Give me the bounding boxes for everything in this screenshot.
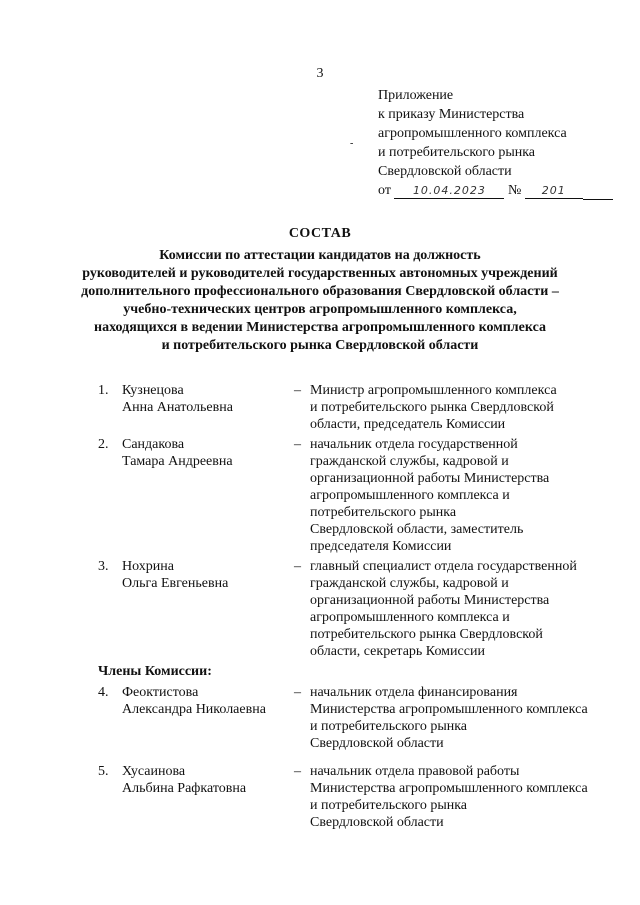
role-line: начальник отдела финансирования <box>310 685 518 700</box>
role-line: организационной работы Министерства <box>310 593 550 608</box>
title-line: находящихся в ведении Министерства агропромышленного комплекса <box>94 320 546 335</box>
dash: – <box>294 764 301 779</box>
page-number: 3 <box>316 66 324 81</box>
role-line: потребительского рынка Свердловской <box>310 627 543 642</box>
role-line: гражданской службы, кадровой и <box>310 576 509 591</box>
handwritten-date: 10.04.2023 <box>394 183 504 199</box>
title-line: дополнительного профессионального образования Свердловской области – <box>81 284 559 299</box>
role-line: председателя Комиссии <box>310 539 452 554</box>
member-number: 4. <box>98 685 109 700</box>
title-line: учебно-технических центров агропромышленного комплекса, <box>123 302 517 317</box>
role-line: Министерства агропромышленного комплекса <box>310 781 588 796</box>
role-line: Свердловской области, заместитель <box>310 522 524 537</box>
role-line: агропромышленного комплекса и <box>310 488 510 503</box>
section-label-members: Члены Комиссии: <box>98 664 212 679</box>
annex-header <box>378 86 613 200</box>
role-line: главный специалист отдела государственной <box>310 559 577 574</box>
member-role <box>310 436 610 555</box>
member-name <box>122 763 294 831</box>
member-number: 1. <box>98 383 109 398</box>
title-line: Комиссии по аттестации кандидатов на должность <box>159 248 481 263</box>
member-row <box>98 558 618 660</box>
given-name: Анна Анатольевна <box>122 400 233 415</box>
given-name: Тамара Андреевна <box>122 454 233 469</box>
role-line: агропромышленного комплекса и <box>310 610 510 625</box>
annex-line: Приложение <box>378 88 454 103</box>
member-number: 3. <box>98 559 109 574</box>
surname: Хусаинова <box>122 764 186 779</box>
member-name <box>122 558 294 660</box>
member-number: 5. <box>98 764 109 779</box>
role-line: Министерства агропромышленного комплекса <box>310 702 588 717</box>
role-line: области, председатель Комиссии <box>310 417 506 432</box>
role-line: организационной работы Министерства <box>310 471 550 486</box>
order-date-number <box>378 181 613 200</box>
role-line: и потребительского рынка Свердловской <box>310 400 554 415</box>
surname: Феоктистова <box>122 685 199 700</box>
annex-line: Свердловской области <box>378 164 512 179</box>
member-row <box>98 382 618 433</box>
handwritten-number: 201 <box>525 183 583 199</box>
member-name <box>122 436 294 555</box>
dash: – <box>294 685 301 700</box>
title-line: руководителей и руководителей государственных автономных учреждений <box>82 266 558 281</box>
member-row <box>98 436 618 555</box>
role-line: начальник отдела государственной <box>310 437 518 452</box>
role-line: и потребительского рынка <box>310 719 468 734</box>
underline-tail <box>583 184 613 200</box>
given-name: Ольга Евгеньевна <box>122 576 229 591</box>
given-name: Альбина Рафкатовна <box>122 781 247 796</box>
date-prefix: от <box>378 183 391 198</box>
surname: Кузнецова <box>122 383 184 398</box>
role-line: начальник отдела правовой работы <box>310 764 520 779</box>
surname: Сандакова <box>122 437 185 452</box>
given-name: Александра Николаевна <box>122 702 266 717</box>
member-role <box>310 763 610 831</box>
member-role <box>310 558 610 660</box>
member-number: 2. <box>98 437 109 452</box>
role-line: потребительского рынка <box>310 505 457 520</box>
member-role <box>310 382 610 433</box>
role-line: области, секретарь Комиссии <box>310 644 485 659</box>
member-row <box>98 684 618 752</box>
member-row <box>98 763 618 831</box>
member-name <box>122 382 294 433</box>
dash: – <box>294 383 301 398</box>
annex-line: и потребительского рынка <box>378 145 536 160</box>
member-role <box>310 684 610 752</box>
member-name <box>122 684 294 752</box>
role-line: Свердловской области <box>310 736 444 751</box>
members-list <box>98 382 618 834</box>
dash: – <box>294 437 301 452</box>
annex-line: агропромышленного комплекса <box>378 126 567 141</box>
annex-line: к приказу Министерства <box>378 107 525 122</box>
role-line: Свердловской области <box>310 815 444 830</box>
surname: Нохрина <box>122 559 174 574</box>
document-title <box>0 226 640 355</box>
title-main: СОСТАВ <box>288 226 352 241</box>
stray-mark: - <box>350 138 354 149</box>
title-line: и потребительского рынка Свердловской области <box>161 338 479 353</box>
spacer <box>98 755 618 763</box>
dash: – <box>294 559 301 574</box>
role-line: гражданской службы, кадровой и <box>310 454 509 469</box>
role-line: и потребительского рынка <box>310 798 468 813</box>
role-line: Министр агропромышленного комплекса <box>310 383 557 398</box>
number-prefix: № <box>507 183 522 198</box>
